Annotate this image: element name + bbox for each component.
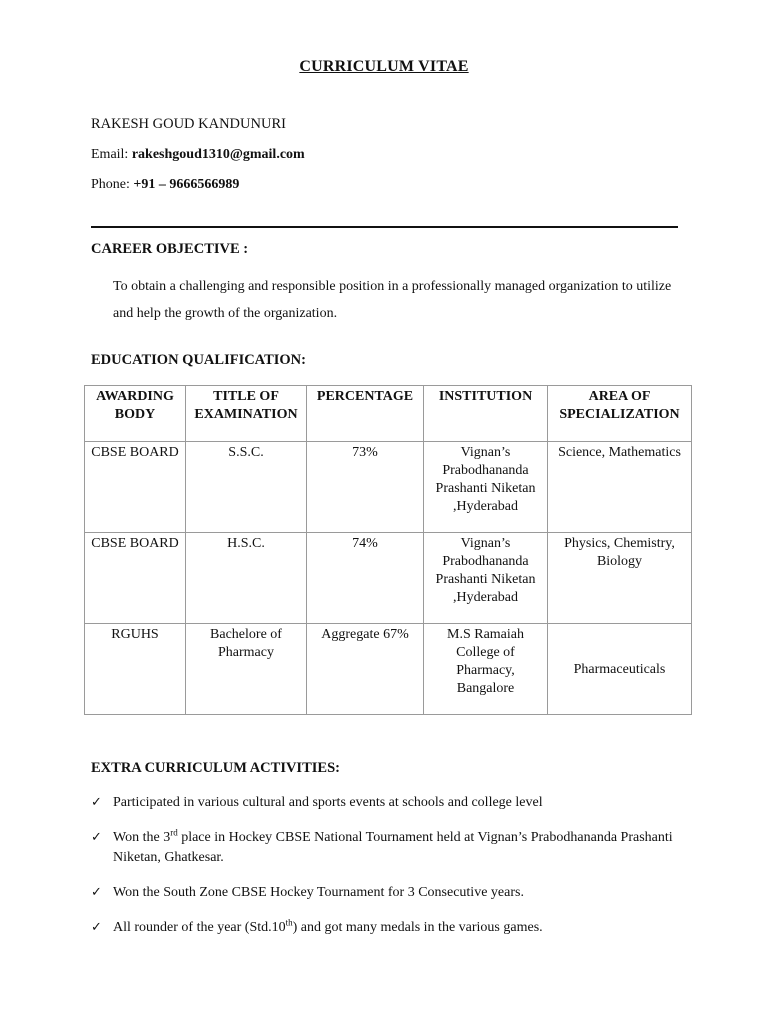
activity-text-part: place in Hockey CBSE National Tournament held at Vignan’s Prabodhananda Prashanti Niketan, Ghatkesar.	[113, 830, 673, 865]
column-header: AREA OF SPECIALIZATION	[548, 386, 692, 442]
column-header: INSTITUTION	[424, 386, 548, 442]
table-cell: Bachelore of Pharmacy	[186, 624, 307, 715]
activity-text-part: Won the 3	[113, 830, 171, 845]
header-divider	[91, 226, 678, 228]
table-cell: M.S Ramaiah College of Pharmacy, Bangalore	[424, 624, 548, 715]
checkmark-icon: ✓	[91, 795, 102, 810]
ordinal-suffix: th	[285, 917, 293, 928]
list-item	[91, 883, 691, 903]
checkmark-icon: ✓	[91, 920, 102, 935]
table-cell: Physics, Chemistry, Biology	[548, 533, 692, 624]
ordinal-suffix: rd	[170, 827, 178, 838]
education-table	[84, 385, 692, 715]
table-cell: CBSE BOARD	[85, 442, 186, 533]
activity-text-part: ) and got many medals in the various games.	[292, 920, 543, 935]
activity-text	[113, 917, 543, 935]
email-value: rakeshgoud1310@gmail.com	[131, 147, 305, 162]
table-cell: CBSE BOARD	[85, 533, 186, 624]
table-cell: Vignan’s Prabodhananda Prashanti Niketan ,Hyderabad	[424, 533, 548, 624]
activity-text: Won the South Zone CBSE Hockey Tournament for 3 Consecutive years.	[113, 885, 524, 900]
activity-text	[113, 827, 673, 865]
candidate-name: RAKESH GOUD KANDUNURI	[91, 116, 286, 132]
extra-curricular-heading: EXTRA CURRICULUM ACTIVITIES:	[91, 760, 340, 776]
table-row	[85, 533, 692, 624]
phone-label: Phone:	[91, 177, 134, 192]
checkmark-icon: ✓	[91, 830, 102, 845]
table-cell: 74%	[307, 533, 424, 624]
education-heading: EDUCATION QUALIFICATION:	[91, 352, 306, 368]
page-title: CURRICULUM VITAE	[299, 58, 469, 75]
column-header: PERCENTAGE	[307, 386, 424, 442]
table-cell: 73%	[307, 442, 424, 533]
activity-text-part: All rounder of the year (Std.10	[113, 920, 286, 935]
activity-text: Participated in various cultural and sports events at schools and college level	[113, 795, 543, 810]
column-header: AWARDING BODY	[85, 386, 186, 442]
phone-line	[91, 177, 239, 193]
email-label: Email:	[91, 147, 132, 162]
list-item	[91, 828, 691, 868]
table-cell: RGUHS	[85, 624, 186, 715]
career-objective-text: To obtain a challenging and responsible position in a professionally managed organization to utilize and help the growth of the organization.	[113, 279, 672, 321]
table-header-row	[85, 386, 692, 442]
phone-value: +91 – 9666566989	[133, 177, 240, 192]
table-cell: S.S.C.	[186, 442, 307, 533]
activities-list	[91, 793, 691, 953]
list-item	[91, 793, 691, 813]
table-cell: Pharmaceuticals	[548, 624, 692, 715]
table-row	[85, 442, 692, 533]
career-objective-heading: CAREER OBJECTIVE :	[91, 241, 249, 257]
list-item	[91, 918, 691, 938]
checkmark-icon: ✓	[91, 885, 102, 900]
email-line	[91, 147, 305, 163]
table-cell: Aggregate 67%	[307, 624, 424, 715]
table-cell: Vignan’s Prabodhananda Prashanti Niketan ,Hyderabad	[424, 442, 548, 533]
table-row	[85, 624, 692, 715]
table-cell: Science, Mathematics	[548, 442, 692, 533]
table-cell: H.S.C.	[186, 533, 307, 624]
column-header: TITLE OF EXAMINATION	[186, 386, 307, 442]
